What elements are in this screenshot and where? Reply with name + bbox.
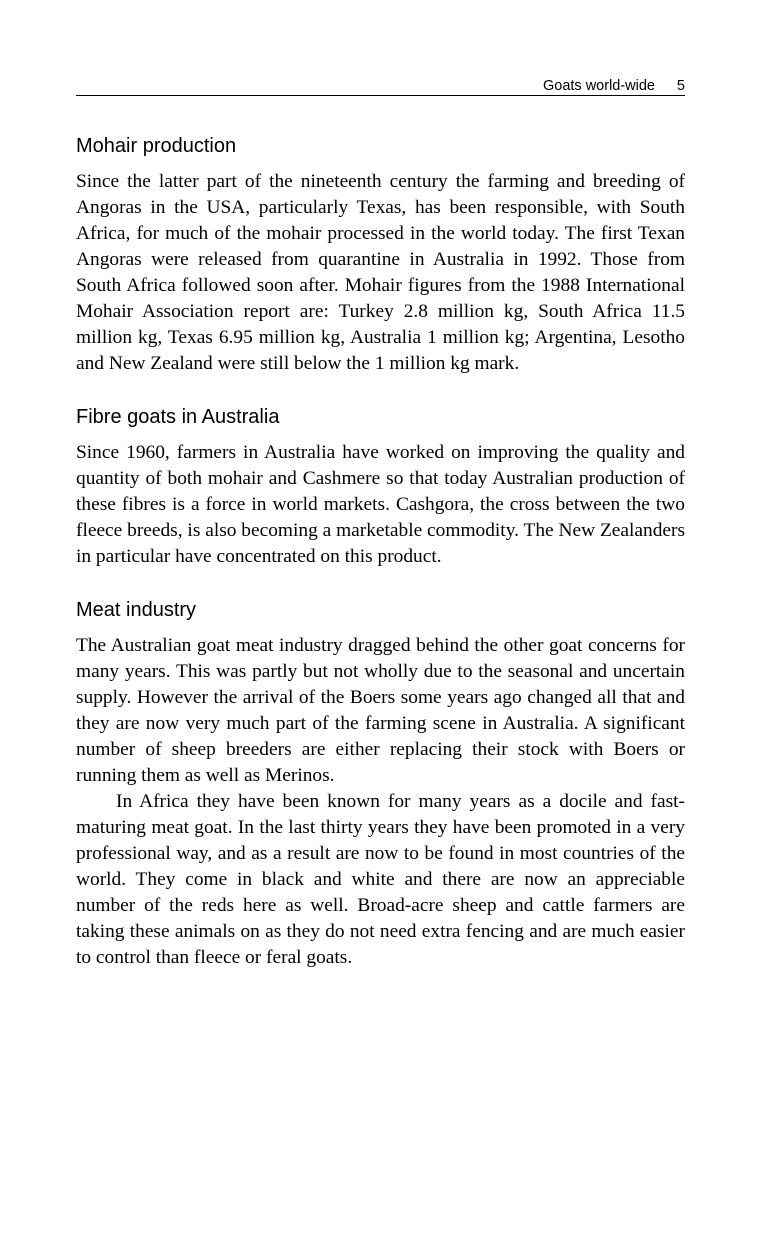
section-meat-industry — [76, 597, 685, 971]
body-paragraph: The Australian goat meat industry dragged behind the other goat concerns for many years. This was partly but not wholly due to the seasonal and uncertain supply. However the arrival of the Boers some years ago changed all that and they are now very much part of the farming scene in Australia. A significant number of sheep breeders are either replacing their stock with Boers or running them as well as Merinos. — [76, 635, 685, 786]
body-paragraph: Since the latter part of the nineteenth century the farming and breeding of Angoras in the USA, particularly Texas, has been responsible, with South Africa, for much of the mohair processed in the world today. The first Texan Angoras were released from quarantine in Australia in 1992. Those from South Africa followed soon after. Mohair figures from the 1988 International Mohair Association report are: Turkey 2.8 million kg, South Africa 11.5 million kg, Texas 6.95 million kg, Australia 1 million kg; Argentina, Lesotho and New Zealand were still below the 1 million kg mark. — [76, 171, 685, 374]
body-paragraph: Since 1960, farmers in Australia have worked on improving the quality and quantity of both mohair and Cashmere so that today Australian production of these fibres is a force in world markets. Cashgora, the cross between the two fleece breeds, is also becoming a marketable commodity. The New Zealanders in particular have concentrated on this product. — [76, 442, 685, 567]
section-heading: Fibre goats in Australia — [76, 406, 280, 428]
body-paragraph: In Africa they have been known for many years as a docile and fast-maturing meat goat. In the last thirty years they have been promoted in a very professional way, and as a result are now to be found in most countries of the world. They come in black and white and there are now an appreciable number of the reds here as well. Broad-acre sheep and cattle farmers are taking these animals on as they do not need extra fencing and are much easier to control than fleece or feral goats. — [76, 791, 685, 968]
page-number: 5 — [676, 78, 685, 94]
section-heading: Meat industry — [76, 599, 197, 621]
section-fibre-goats — [76, 404, 685, 570]
running-header — [76, 78, 685, 96]
running-title: Goats world-wide — [542, 78, 655, 94]
section-mohair-production — [76, 133, 685, 377]
section-heading: Mohair production — [76, 135, 237, 157]
page-content — [76, 133, 685, 998]
